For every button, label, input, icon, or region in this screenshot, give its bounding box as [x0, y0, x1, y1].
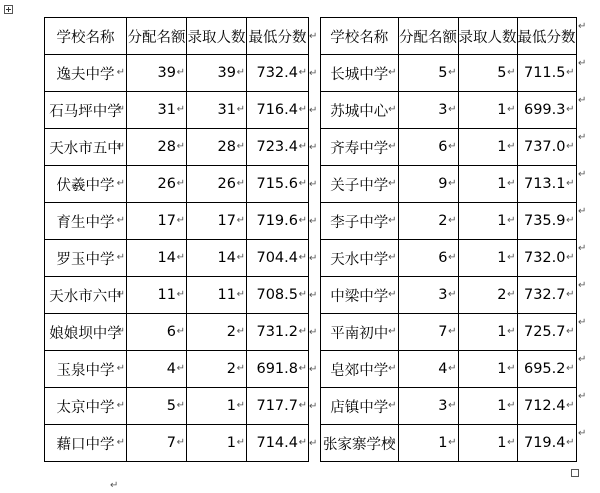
right-cell-min-score: 719.4 ↵ [517, 425, 576, 462]
right-cell-quota: 2 ↵ [398, 203, 458, 240]
left-cell-min-score: 714.4 ↵ [247, 425, 309, 462]
left-cell-school-name: 罗玉中学 ↵ [45, 240, 127, 277]
table-resize-handle-icon[interactable] [571, 469, 579, 477]
table-row [321, 166, 577, 203]
paragraph-mark-icon: ↵ [309, 438, 318, 449]
paragraph-mark-icon: ↵ [309, 253, 318, 264]
right-cell-admitted: 5 ↵ [458, 55, 517, 92]
right-header-min-score: 最低分数 ↵ [517, 18, 576, 55]
paragraph-mark-icon: ↵ [578, 354, 587, 365]
left-cell-admitted: 2 ↵ [187, 314, 247, 351]
left-cell-min-score: 708.5 ↵ [247, 277, 309, 314]
right-cell-min-score: 732.0 ↵ [517, 240, 576, 277]
left-header-row [45, 18, 309, 55]
right-cell-school-name: 天水中学 ↵ [321, 240, 399, 277]
left-cell-school-name: 玉泉中学 ↵ [45, 351, 127, 388]
paragraph-mark-icon: ↵ [110, 480, 119, 491]
table-row [321, 314, 577, 351]
table-row [321, 425, 577, 462]
table-row [321, 92, 577, 129]
left-cell-min-score: 717.7 ↵ [247, 388, 309, 425]
right-cell-admitted: 1 ↵ [458, 92, 517, 129]
left-cell-quota: 39 ↵ [127, 55, 187, 92]
left-cell-school-name: 逸夫中学 ↵ [45, 55, 127, 92]
left-cell-admitted: 17 ↵ [187, 203, 247, 240]
table-row [321, 277, 577, 314]
paragraph-mark-icon: ↵ [578, 58, 587, 69]
right-cell-school-name: 关子中学 ↵ [321, 166, 399, 203]
left-cell-quota: 31 ↵ [127, 92, 187, 129]
right-cell-quota: 6 ↵ [398, 240, 458, 277]
left-cell-quota: 28 ↵ [127, 129, 187, 166]
paragraph-mark-icon: ↵ [309, 327, 318, 338]
left-cell-school-name: 石马坪中学 ↵ [45, 92, 127, 129]
table-row [45, 277, 309, 314]
table-row [45, 425, 309, 462]
paragraph-mark-icon: ↵ [578, 280, 587, 291]
left-cell-school-name: 藉口中学 ↵ [45, 425, 127, 462]
table-row [45, 314, 309, 351]
right-cell-quota: 1 ↵ [398, 425, 458, 462]
right-cell-school-name: 皂郊中学 ↵ [321, 351, 399, 388]
table-row [321, 55, 577, 92]
left-cell-min-score: 715.6 ↵ [247, 166, 309, 203]
table-row [321, 351, 577, 388]
right-cell-school-name: 张家寨学校 ↵ [321, 425, 399, 462]
left-cell-min-score: 719.6 ↵ [247, 203, 309, 240]
right-cell-school-name: 平南初中 ↵ [321, 314, 399, 351]
paragraph-mark-icon: ↵ [578, 206, 587, 217]
paragraph-mark-icon: ↵ [309, 68, 318, 79]
right-cell-quota: 3 ↵ [398, 277, 458, 314]
right-cell-school-name: 苏城中心 ↵ [321, 92, 399, 129]
right-header-row [321, 18, 577, 55]
right-cell-admitted: 2 ↵ [458, 277, 517, 314]
paragraph-mark-icon: ↵ [309, 31, 318, 42]
right-cell-school-name: 齐寿中学 ↵ [321, 129, 399, 166]
right-cell-school-name: 李子中学 ↵ [321, 203, 399, 240]
right-cell-min-score: 737.0 ↵ [517, 129, 576, 166]
paragraph-mark-icon: ↵ [309, 179, 318, 190]
right-cell-admitted: 1 ↵ [458, 240, 517, 277]
right-cell-quota: 9 ↵ [398, 166, 458, 203]
right-cell-min-score: 735.9 ↵ [517, 203, 576, 240]
table-row [45, 203, 309, 240]
left-cell-admitted: 1 ↵ [187, 388, 247, 425]
left-header-admitted: 录取人数 [187, 18, 247, 55]
left-cell-admitted: 28 ↵ [187, 129, 247, 166]
right-cell-quota: 3 ↵ [398, 92, 458, 129]
right-cell-admitted: 1 ↵ [458, 425, 517, 462]
left-cell-school-name: 天水市五中 ↵ [45, 129, 127, 166]
left-cell-min-score: 731.2 ↵ [247, 314, 309, 351]
left-score-table [44, 17, 309, 462]
left-cell-quota: 5 ↵ [127, 388, 187, 425]
paragraph-mark-icon: ↵ [578, 243, 587, 254]
right-cell-admitted: 1 ↵ [458, 166, 517, 203]
left-header-school-name: 学校名称 [45, 18, 127, 55]
paragraph-mark-icon: ↵ [309, 290, 318, 301]
right-header-quota: 分配名额 [398, 18, 458, 55]
paragraph-mark-icon: ↵ [578, 428, 587, 439]
left-cell-school-name: 育生中学 ↵ [45, 203, 127, 240]
right-cell-school-name: 中梁中学 ↵ [321, 277, 399, 314]
left-cell-admitted: 39 ↵ [187, 55, 247, 92]
table-move-handle-icon[interactable] [4, 5, 13, 14]
table-row [45, 92, 309, 129]
left-cell-school-name: 娘娘坝中学 ↵ [45, 314, 127, 351]
right-cell-admitted: 1 ↵ [458, 203, 517, 240]
right-cell-admitted: 1 ↵ [458, 129, 517, 166]
paragraph-mark-icon: ↵ [309, 105, 318, 116]
table-row [321, 203, 577, 240]
right-cell-quota: 7 ↵ [398, 314, 458, 351]
right-cell-min-score: 695.2 ↵ [517, 351, 576, 388]
paragraph-mark-icon: ↵ [309, 364, 318, 375]
right-cell-min-score: 699.3 ↵ [517, 92, 576, 129]
left-cell-school-name: 太京中学 ↵ [45, 388, 127, 425]
left-cell-admitted: 2 ↵ [187, 351, 247, 388]
paragraph-mark-icon: ↵ [578, 95, 587, 106]
left-cell-admitted: 11 ↵ [187, 277, 247, 314]
right-cell-admitted: 1 ↵ [458, 388, 517, 425]
table-row [45, 166, 309, 203]
left-cell-admitted: 26 ↵ [187, 166, 247, 203]
left-cell-min-score: 691.8 ↵ [247, 351, 309, 388]
paragraph-mark-icon: ↵ [309, 401, 318, 412]
left-cell-quota: 26 ↵ [127, 166, 187, 203]
paragraph-mark-icon: ↵ [578, 21, 587, 32]
table-row [45, 388, 309, 425]
table-row [321, 129, 577, 166]
left-header-min-score: 最低分数 ↵ [247, 18, 309, 55]
paragraph-mark-icon: ↵ [578, 317, 587, 328]
right-header-school-name: 学校名称 [321, 18, 399, 55]
left-cell-quota: 11 ↵ [127, 277, 187, 314]
left-cell-quota: 6 ↵ [127, 314, 187, 351]
left-cell-admitted: 1 ↵ [187, 425, 247, 462]
right-cell-quota: 6 ↵ [398, 129, 458, 166]
right-cell-min-score: 711.5 ↵ [517, 55, 576, 92]
right-cell-admitted: 1 ↵ [458, 314, 517, 351]
right-score-table [320, 17, 577, 462]
right-cell-school-name: 长城中学 ↵ [321, 55, 399, 92]
table-row [45, 240, 309, 277]
left-cell-min-score: 723.4 ↵ [247, 129, 309, 166]
left-cell-admitted: 31 ↵ [187, 92, 247, 129]
left-cell-admitted: 14 ↵ [187, 240, 247, 277]
paragraph-mark-icon: ↵ [309, 142, 318, 153]
left-cell-quota: 7 ↵ [127, 425, 187, 462]
right-cell-school-name: 店镇中学 ↵ [321, 388, 399, 425]
right-header-admitted: 录取人数 [458, 18, 517, 55]
left-cell-school-name: 天水市六中 ↵ [45, 277, 127, 314]
table-row [321, 388, 577, 425]
right-cell-min-score: 725.7 ↵ [517, 314, 576, 351]
left-cell-quota: 4 ↵ [127, 351, 187, 388]
right-cell-admitted: 1 ↵ [458, 351, 517, 388]
table-row [321, 240, 577, 277]
right-cell-quota: 3 ↵ [398, 388, 458, 425]
left-cell-quota: 17 ↵ [127, 203, 187, 240]
right-cell-quota: 4 ↵ [398, 351, 458, 388]
right-cell-min-score: 732.7 ↵ [517, 277, 576, 314]
table-row [45, 55, 309, 92]
table-row [45, 351, 309, 388]
right-cell-min-score: 713.1 ↵ [517, 166, 576, 203]
left-cell-school-name: 伏羲中学 ↵ [45, 166, 127, 203]
paragraph-mark-icon: ↵ [578, 132, 587, 143]
paragraph-mark-icon: ↵ [309, 216, 318, 227]
right-cell-min-score: 712.4 ↵ [517, 388, 576, 425]
left-cell-min-score: 704.4 ↵ [247, 240, 309, 277]
left-cell-quota: 14 ↵ [127, 240, 187, 277]
left-header-quota: 分配名额 [127, 18, 187, 55]
left-cell-min-score: 732.4 ↵ [247, 55, 309, 92]
right-cell-quota: 5 ↵ [398, 55, 458, 92]
paragraph-mark-icon: ↵ [578, 391, 587, 402]
left-cell-min-score: 716.4 ↵ [247, 92, 309, 129]
paragraph-mark-icon: ↵ [578, 169, 587, 180]
table-row [45, 129, 309, 166]
